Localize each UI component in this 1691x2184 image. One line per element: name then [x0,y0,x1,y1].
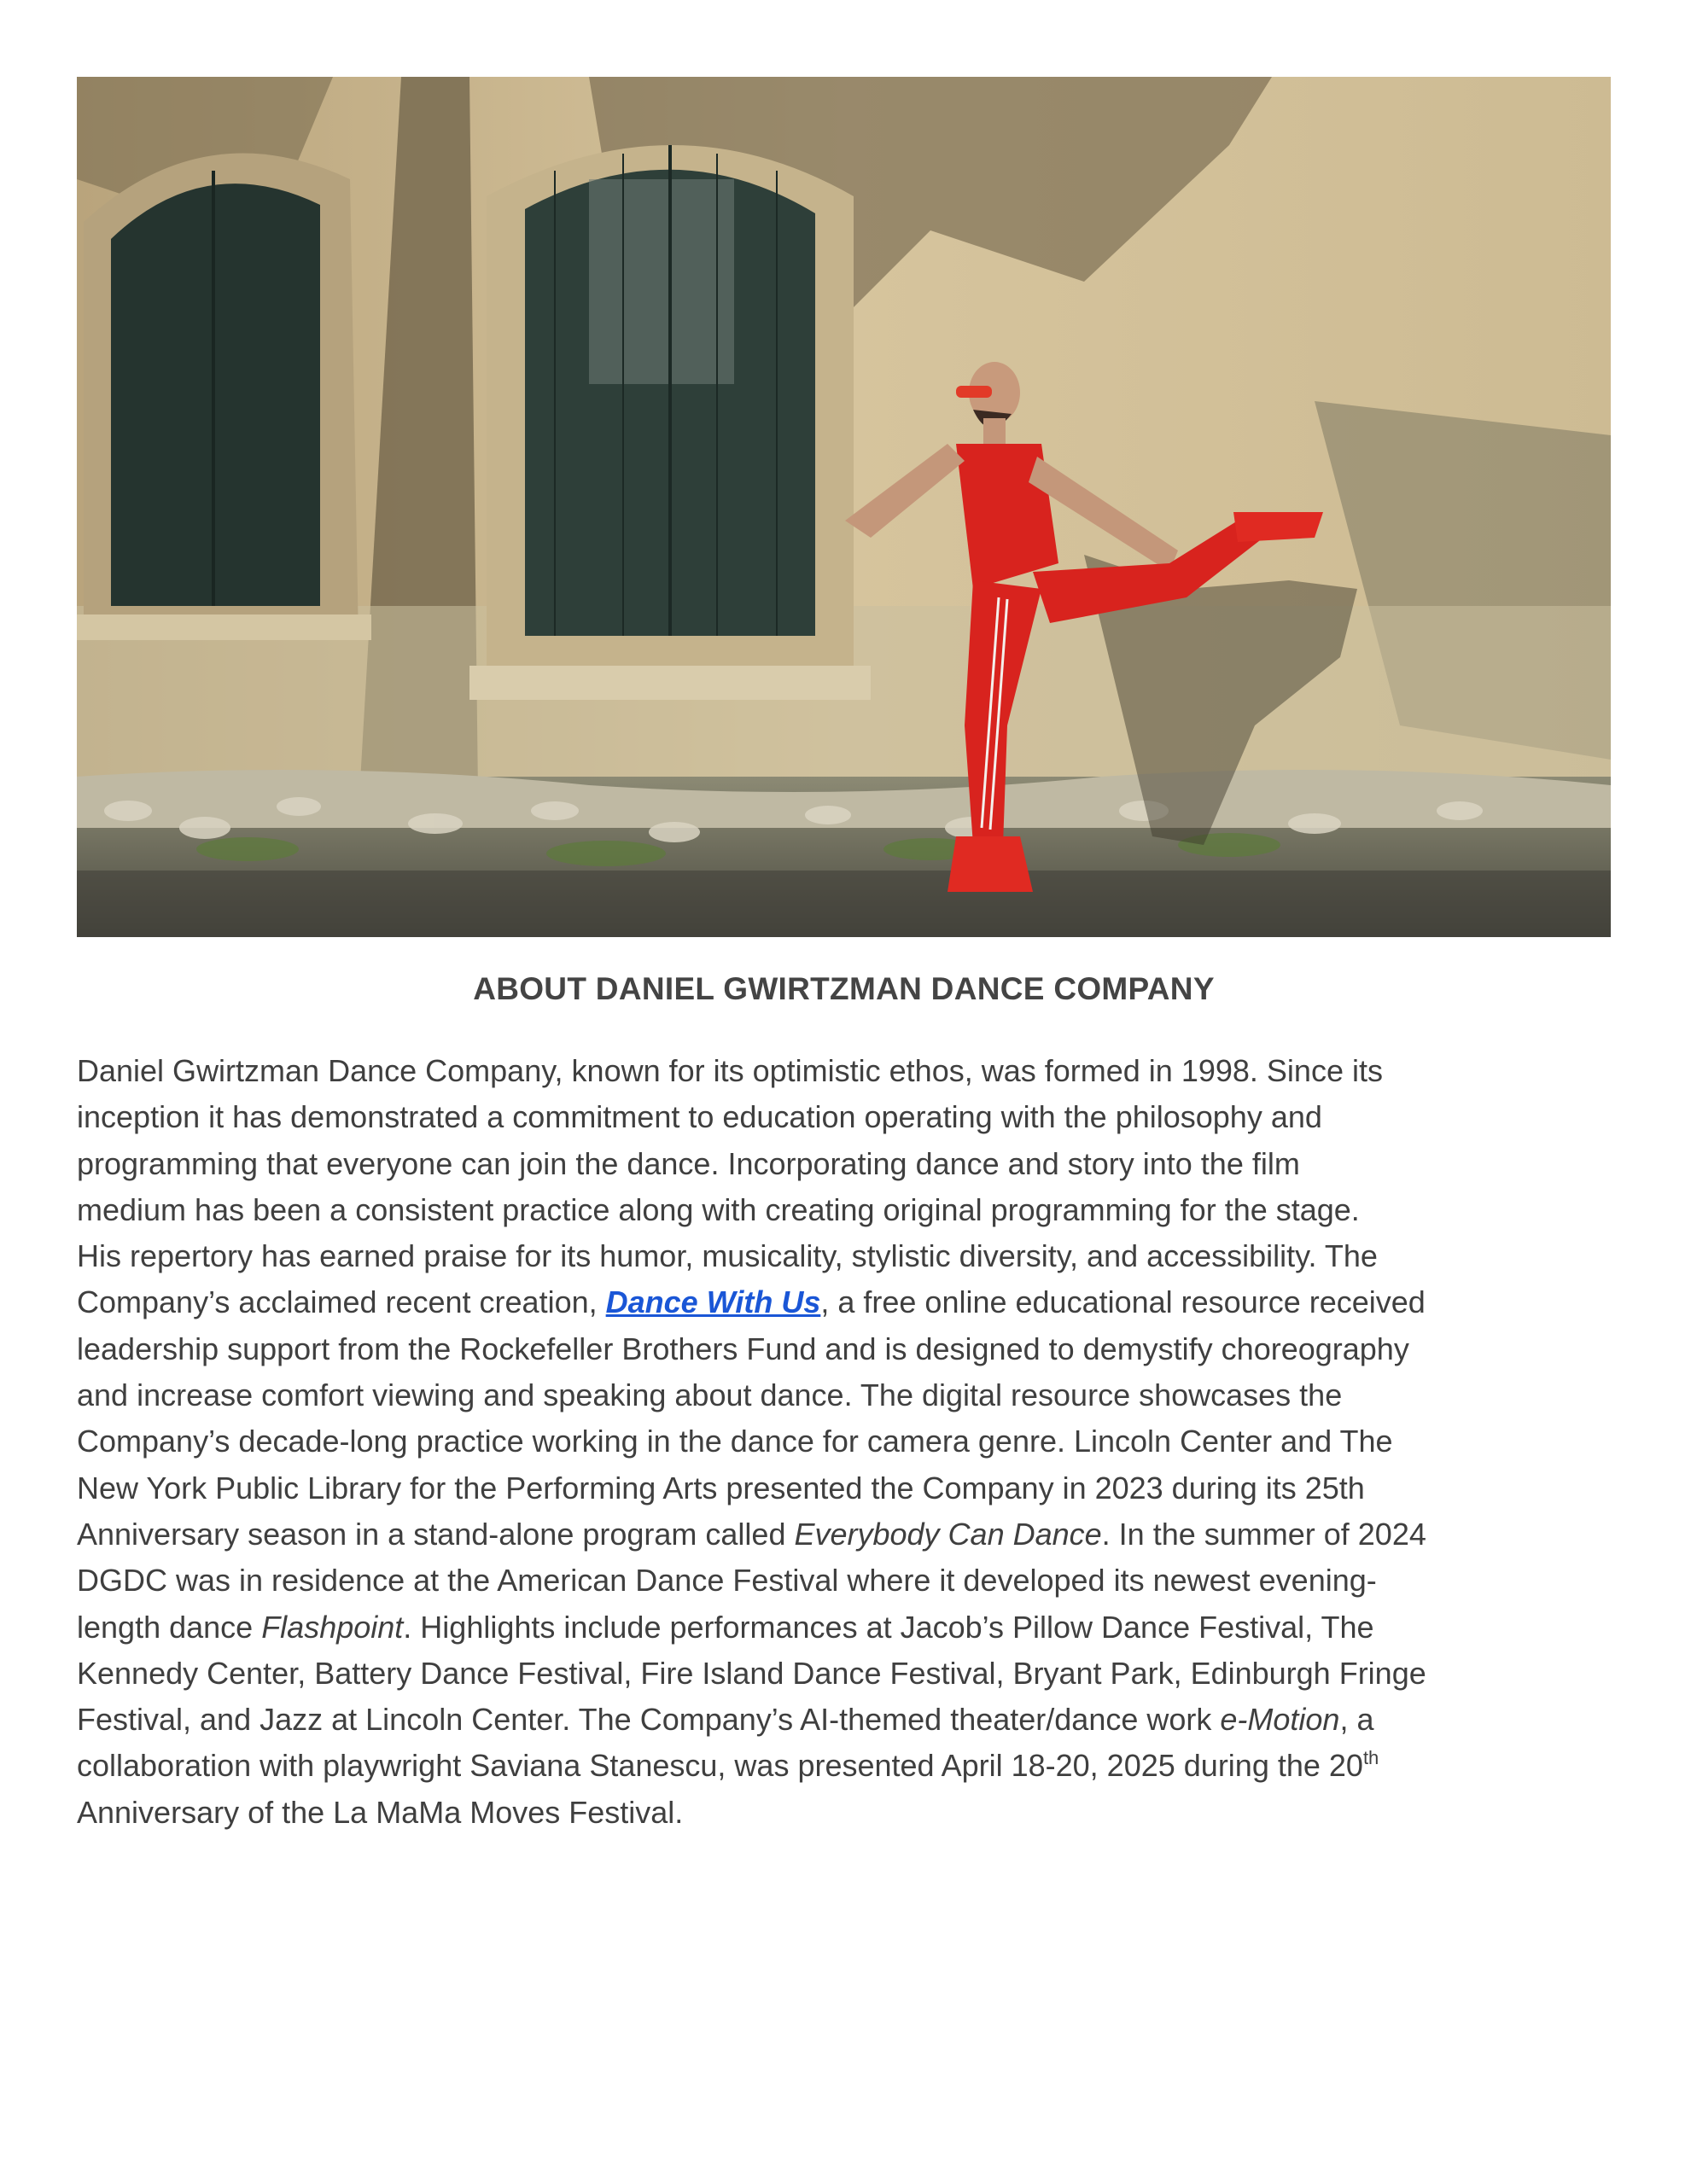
work-title-flashpoint: Flashpoint [261,1609,404,1645]
paragraph-line: New York Public Library for the Performing Arts presented the Company in 2023 during its 25th [77,1470,1365,1506]
dancer-photo-illustration [77,77,1611,937]
text-segment: Company’s acclaimed recent creation, [77,1284,606,1320]
paragraph-line: inception it has demonstrated a commitment to education operating with the philosophy and [77,1099,1322,1135]
text-segment: Anniversary season in a stand-alone program called [77,1516,795,1552]
paragraph-line: Daniel Gwirtzman Dance Company, known for its optimistic ethos, was formed in 1998. Since its [77,1053,1383,1088]
ordinal-superscript: th [1362,1747,1379,1769]
paragraph-line: medium has been a consistent practice along with creating original programming for the stage. [77,1191,1360,1227]
paragraph-line [77,1605,1613,1651]
paragraph-line: DGDC was in residence at the American Dance Festival where it developed its newest evening- [77,1563,1377,1599]
paragraph-line: and increase comfort viewing and speaking about dance. The digital resource showcases the [77,1377,1343,1413]
dance-with-us-link[interactable]: Dance With Us [605,1284,821,1320]
program-title-everybody-can-dance: Everybody Can Dance [794,1516,1102,1552]
text-segment: , a free online educational resource received [820,1284,1426,1320]
paragraph-line [77,1697,1613,1743]
paragraph-line [77,1279,1613,1325]
work-title-e-motion: e-Motion [1220,1702,1340,1738]
text-segment: . Highlights include performances at Jacob’s Pillow Dance Festival, The [403,1609,1374,1645]
paragraph-line [77,1511,1613,1558]
paragraph-line: Kennedy Center, Battery Dance Festival, Fire Island Dance Festival, Bryant Park, Edinburgh Fringe [77,1655,1426,1691]
hero-photo [77,77,1611,937]
text-segment: , a [1339,1702,1374,1738]
text-segment: collaboration with playwright Saviana Stanescu, was presented April 18-20, 2025 during the 20 [77,1748,1363,1784]
paragraph-line: leadership support from the Rockefeller Brothers Fund and is designed to demystify choreography [77,1331,1409,1366]
paragraph-line: His repertory has earned praise for its humor, musicality, stylistic diversity, and accessibility. The [77,1238,1378,1274]
about-paragraph [77,1048,1613,1836]
text-segment: Festival, and Jazz at Lincoln Center. The Company’s AI-themed theater/dance work [77,1702,1221,1738]
paragraph-line [77,1743,1613,1789]
paragraph-line: programming that everyone can join the dance. Incorporating dance and story into the film [77,1145,1300,1181]
text-segment: . In the summer of 2024 [1101,1516,1426,1552]
paragraph-line: Anniversary of the La MaMa Moves Festival. [77,1794,684,1830]
page-title: ABOUT DANIEL GWIRTZMAN DANCE COMPANY [473,971,1215,1006]
paragraph-line: Company’s decade-long practice working in the dance for camera genre. Lincoln Center and The [77,1424,1393,1459]
text-segment: length dance [77,1609,262,1645]
